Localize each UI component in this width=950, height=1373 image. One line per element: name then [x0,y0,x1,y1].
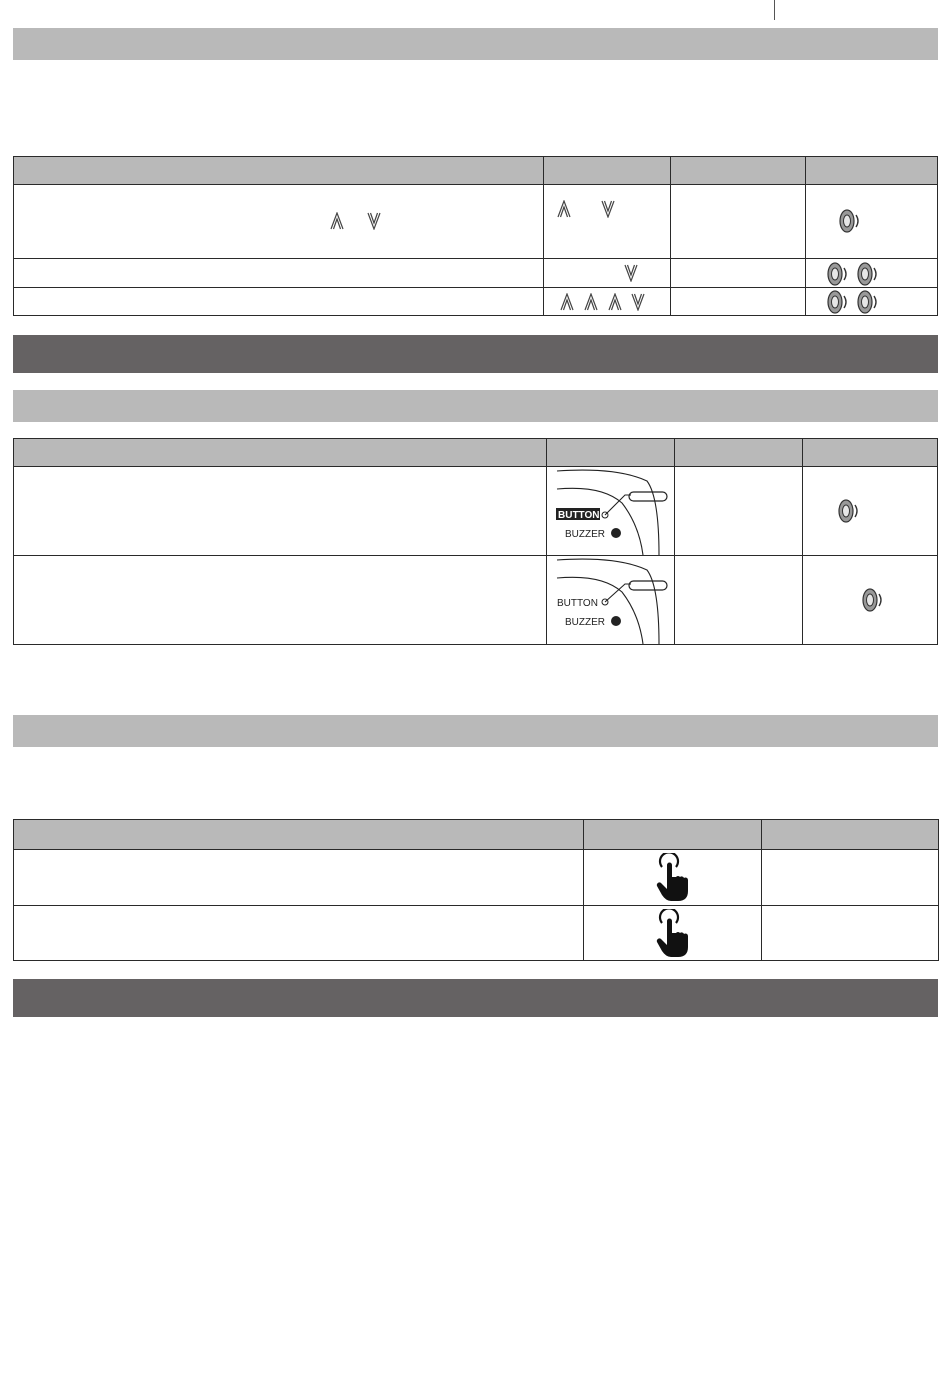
header-cell [14,439,547,467]
table-row [14,467,938,556]
header-cell [803,439,938,467]
buzzer-sound-icon [856,260,880,288]
buzzer-sound-icon [826,260,850,288]
header-cell [671,157,806,185]
finger-tap-icon [656,909,690,959]
header-cell [14,157,544,185]
header-cell [675,439,803,467]
table-1 [13,156,938,316]
section-header-band-1 [13,28,938,60]
buzzer-sound-icon [837,497,861,525]
button-label: BUTTON [558,510,600,521]
table-row [14,556,938,645]
buzzer-sound-icon [838,207,862,235]
description-cell [14,288,544,316]
sound-cell [806,259,938,288]
crop-mark [774,0,775,20]
buzzer-sound-icon [856,288,880,316]
header-cell [584,820,762,850]
result-cell [762,906,939,961]
device-button-diagram [547,467,675,556]
buzzer-sound-icon [826,288,850,316]
description-cell [14,850,584,906]
action-cell [584,906,762,961]
buzzer-sound-icon [861,586,885,614]
buzzer-label: BUZZER [565,617,605,628]
sequence-cell [544,259,671,288]
arrow-down-icon [601,200,615,218]
description-cell [14,906,584,961]
arrow-up-icon [584,293,598,311]
table-row [14,288,938,316]
section-title-band-dark-2 [13,979,938,1017]
result-cell [762,850,939,906]
sound-cell [803,556,938,645]
table-row [14,906,939,961]
sound-cell [806,288,938,316]
arrow-up-icon [560,293,574,311]
table-row [14,850,939,906]
description-cell [14,556,547,645]
section-header-band-2 [13,390,938,422]
table-2 [13,438,938,645]
indicator-cell [671,259,806,288]
table-header-row [14,439,938,467]
header-cell [14,820,584,850]
header-cell [547,439,675,467]
table-header-row [14,157,938,185]
finger-tap-icon [656,853,690,903]
device-diagram-cell [547,467,675,556]
arrow-up-icon [557,200,571,218]
header-cell [762,820,939,850]
description-cell [14,185,544,259]
sound-cell [803,467,938,556]
arrow-down-icon [624,264,638,282]
indicator-cell [671,288,806,316]
table-3 [13,819,939,961]
section-header-band-3 [13,715,938,747]
action-cell [584,850,762,906]
table-row [14,259,938,288]
table-row [14,185,938,259]
sequence-cell [544,185,671,259]
indicator-cell [675,467,803,556]
sequence-cell [544,288,671,316]
button-label: BUTTON [557,598,598,609]
section-title-band-dark-1 [13,335,938,373]
header-cell [544,157,671,185]
buzzer-label: BUZZER [565,529,605,540]
arrow-down-icon [367,212,381,230]
indicator-cell [671,185,806,259]
table-header-row [14,820,939,850]
header-cell [806,157,938,185]
arrow-up-icon [608,293,622,311]
description-cell [14,467,547,556]
device-diagram-cell [547,556,675,645]
arrow-down-icon [631,293,645,311]
sound-cell [806,185,938,259]
arrow-up-icon [330,212,344,230]
indicator-cell [675,556,803,645]
description-cell [14,259,544,288]
device-button-diagram [547,556,675,645]
